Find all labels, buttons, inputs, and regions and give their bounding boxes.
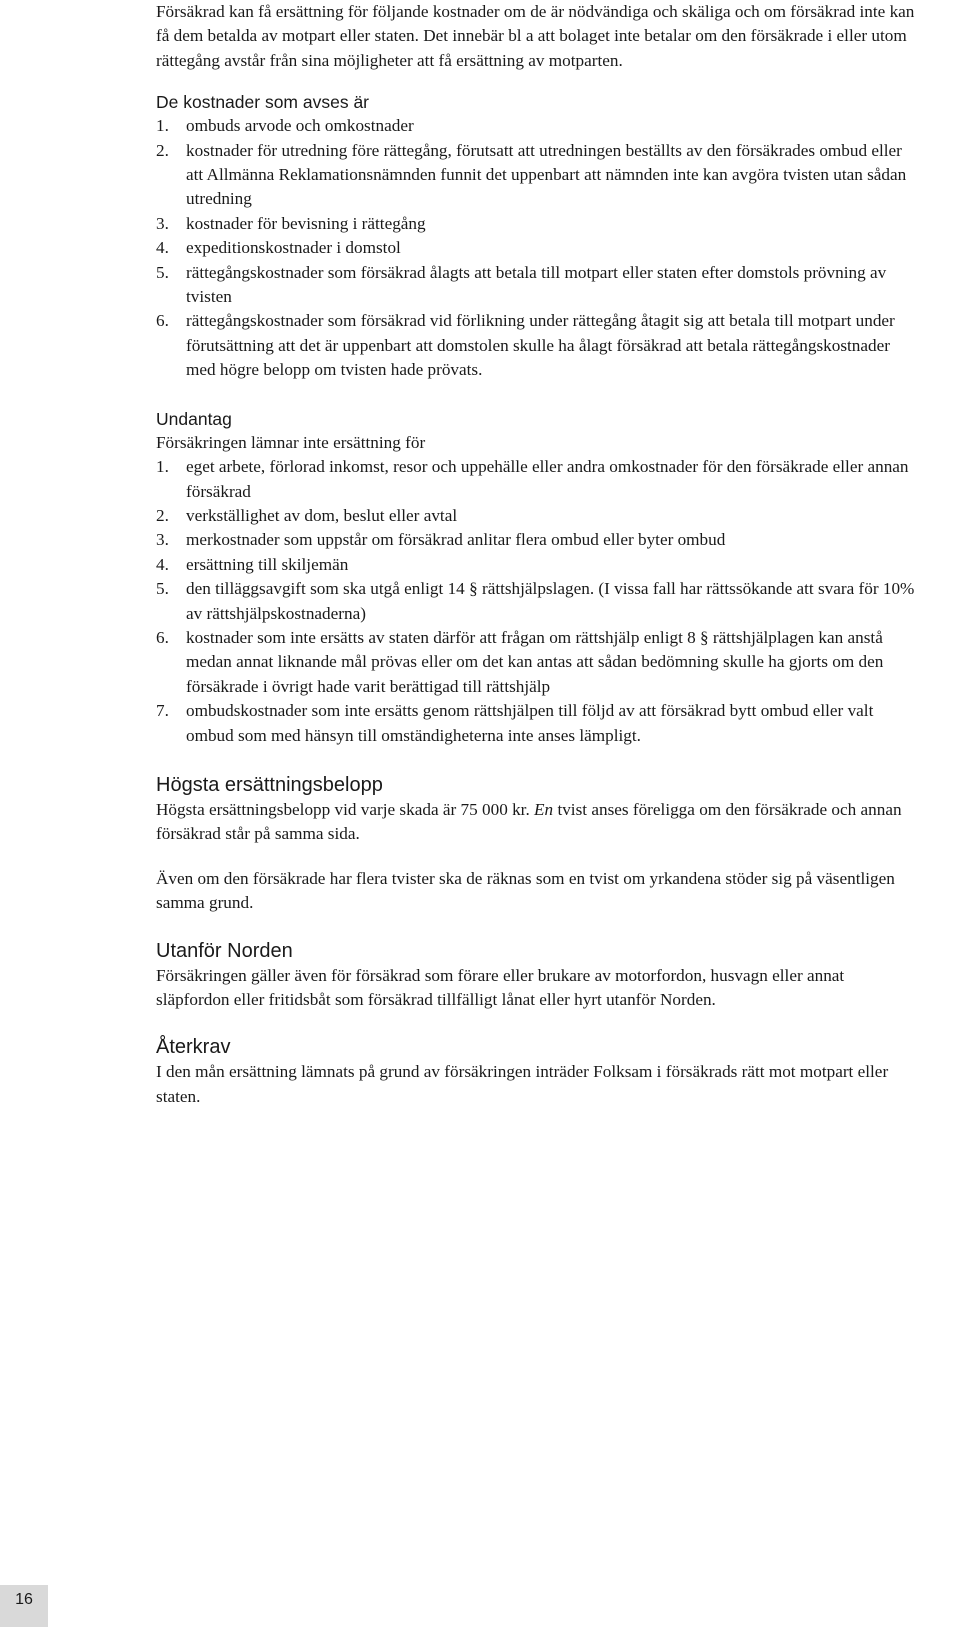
recourse-heading: Återkrav: [156, 1036, 231, 1059]
list-item: 1. ombuds arvode och omkostnader: [156, 116, 414, 136]
list-item: 2. kostnader för utredning före rättegång, förutsatt att utredningen beställts av den försäkrades ombud eller att Allmänna Reklamationsnämnden funnit det uppenbart att nämnden inte kan avgöra tvisten utan sådan utredning: [156, 140, 907, 209]
list-item: 6. rättegångskostnader som försäkrad vid förlikning under rättegång åtagit sig att betala till motpart under förutsättning att det är uppenbart att domstolen skulle ha ålagt försäkrad att betala rättegångskostnader med högre belopp om tvisten hade prövats.: [156, 311, 895, 380]
page-content: [156, 0, 920, 1109]
max-amount-heading: Högsta ersättningsbelopp: [156, 773, 383, 796]
exceptions-list: [156, 455, 920, 748]
list-item: 4. expeditionskostnader i domstol: [156, 238, 401, 258]
list-item: 6. kostnader som inte ersätts av staten därför att frågan om rättshjälp enligt 8 § rättshjälplagen kan anstå medan annat liknande mål prövas eller om det kan antas att sådan bedömning skulle ha gjorts om den försäkrade i övrigt hade varit berättigad till rättshjälp: [156, 627, 884, 696]
max-amount-paragraph-2: Även om den försäkrade har flera tvister ska de räknas som en tvist om yrkandena stöder sig på väsentligen samma grund.: [156, 868, 895, 913]
recourse-paragraph: I den mån ersättning lämnats på grund av försäkringen inträder Folksam i försäkrads rätt mot motpart eller staten.: [156, 1062, 889, 1106]
list-item: 7. ombudskostnader som inte ersätts genom rättshjälpen till följd av att försäkrad bytt ombud eller valt ombud som med hänsyn till omständigheterna inte anses lämpligt.: [156, 701, 874, 745]
outside-nordic-heading: Utanför Norden: [156, 939, 293, 962]
costs-list: [156, 114, 920, 382]
list-item: 5. den tilläggsavgift som ska utgå enligt 14 § rättshjälpslagen. (I vissa fall har rättssökande att svara för 10% av rättshjälpskostnaderna): [156, 579, 915, 623]
exceptions-lead: Försäkringen lämnar inte ersättning för: [156, 432, 426, 452]
list-item: 4. ersättning till skiljemän: [156, 554, 349, 574]
max-amount-paragraph: Högsta ersättningsbelopp vid varje skada är 75 000 kr. En tvist anses föreligga om den försäkrade och annan försäkrad står på samma sida.: [156, 799, 902, 844]
list-item: 1. eget arbete, förlorad inkomst, resor och uppehälle eller andra omkostnader för den försäkrade eller annan försäkrad: [156, 457, 909, 501]
list-item: 5. rättegångskostnader som försäkrad ålagts att betala till motpart eller staten efter domstols prövning av tvisten: [156, 262, 887, 307]
outside-nordic-paragraph: Försäkringen gäller även för försäkrad som förare eller brukare av motorfordon, husvagn eller annat släpfordon eller fritidsbåt som försäkrad tillfälligt lånat eller hyrt utanför Norden.: [156, 965, 845, 1009]
costs-heading: De kostnader som avses är: [156, 92, 370, 113]
exceptions-heading: Undantag: [156, 408, 232, 429]
list-item: 2. verkställighet av dom, beslut eller avtal: [156, 505, 458, 525]
page-number: 16: [0, 1585, 48, 1627]
list-item: 3. kostnader för bevisning i rättegång: [156, 213, 426, 233]
list-item: 3. merkostnader som uppstår om försäkrad anlitar flera ombud eller byter ombud: [156, 530, 726, 550]
intro-paragraph: Försäkrad kan få ersättning för följande kostnader om de är nödvändiga och skäliga och om försäkrad inte kan få dem betalda av motpart eller staten. Det innebär bl a att bolaget inte betalar om den försäkrade i eller utom rättegång avstår från sina möjligheter att få ersättning av motparten.: [156, 2, 915, 70]
